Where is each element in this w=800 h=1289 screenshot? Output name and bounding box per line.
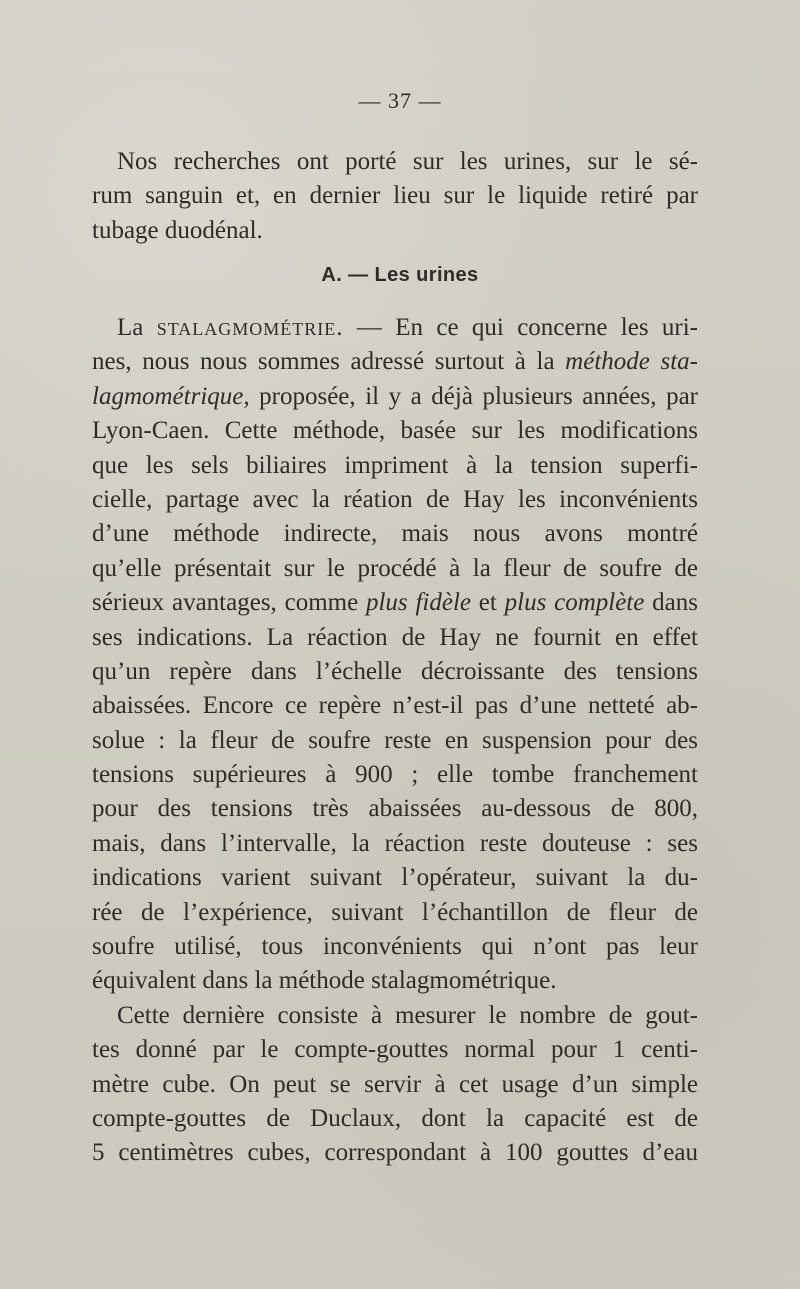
page-number: — 37 — (358, 88, 442, 113)
paragraph-2-line-2-italic: méthode sta- (565, 348, 698, 376)
paragraph-2-line-2-plain: nes, nous nous sommes adressé surtout à la (92, 348, 566, 376)
paragraph-1 (92, 145, 698, 248)
paragraph-1-line-3: tubage duodénal. (92, 216, 263, 244)
paragraph-3-line-4: compte-gouttes de Duclaux, dont la capacité est de (92, 1104, 698, 1132)
paragraph-3-line-1: Cette dernière consiste à mesurer le nombre de gout- (117, 1001, 698, 1029)
paragraph-2-line-15: pour des tensions très abaissées au-dessous de 800, (92, 795, 698, 823)
paragraph-3-line-3: mètre cube. On peut se servir à cet usage d’un simple (92, 1070, 698, 1098)
paragraph-2-line-16: mais, dans l’intervalle, la réaction reste douteuse : ses (92, 829, 698, 857)
paragraph-2-line-9-italic-1: plus fidèle (365, 589, 471, 617)
paragraph-2-line-13: solue : la fleur de soufre reste en suspension pour des (92, 726, 698, 754)
paragraph-2-line-2 (92, 345, 698, 379)
paragraph-2-line-20: équivalent dans la méthode stalagmométrique. (92, 967, 557, 995)
paragraph-2-line-10: ses indications. La réaction de Hay ne fournit en effet (92, 623, 698, 651)
paragraph-3-line-5: 5 centimètres cubes, correspondant à 100 gouttes d’eau (92, 1139, 698, 1167)
paragraph-1-line-1: Nos recherches ont porté sur les urines, sur le sé- (117, 148, 698, 175)
paragraph-2-line-8: qu’elle présentait sur le procédé à la fleur de soufre de (92, 554, 698, 582)
paragraph-1-line-2: rum sanguin et, en dernier lieu sur le liquide retiré par (92, 182, 698, 210)
paragraph-2-line-9-mid: et (471, 589, 505, 617)
paragraph-2-line-1 (92, 311, 698, 345)
paragraph-2-line-9-end: dans (644, 589, 698, 617)
paragraph-2-line-3-italic: lagmométrique, (92, 382, 250, 410)
section-heading: A. — Les urines (321, 264, 479, 286)
paragraph-2-line-3 (92, 380, 698, 414)
paragraph-2-line-1-lead: La (117, 314, 144, 341)
paragraph-2-line-14: tensions supérieures à 900 ; elle tombe franchement (92, 761, 698, 789)
paragraph-2-line-19: soufre utilisé, tous inconvénients qui n’ont pas leur (92, 933, 698, 961)
paragraph-2-line-9-start: sérieux avantages, comme (92, 589, 366, 617)
paragraph-2-line-18: rée de l’expérience, suivant l’échantillon de fleur de (92, 898, 698, 926)
paragraph-2-line-1-smallcaps: stalagmométrie. (156, 314, 344, 341)
paragraph-2-line-9-italic-2: plus complète (504, 589, 645, 617)
paragraph-2-line-4: Lyon-Caen. Cette méthode, basée sur les modifications (92, 417, 698, 445)
paragraph-2-line-6: cielle, partage avec la réation de Hay les inconvénients (92, 485, 698, 513)
paragraph-2-line-3-rest: proposée, il y a déjà plusieurs années, par (249, 382, 698, 410)
paragraph-2 (92, 311, 698, 1171)
paragraph-2-line-17: indications varient suivant l’opérateur, suivant la du- (92, 864, 698, 892)
paragraph-2-line-11: qu’un repère dans l’échelle décroissante des tensions (92, 657, 698, 685)
paragraph-2-line-5: que les sels biliaires impriment à la tension superfi- (92, 451, 698, 479)
paragraph-2-line-12: abaissées. Encore ce repère n’est-il pas d’une netteté ab- (92, 692, 698, 720)
paragraph-3-line-2: tes donné par le compte-gouttes normal pour 1 centi- (92, 1036, 698, 1064)
paragraph-2-line-9 (92, 586, 698, 620)
paragraph-2-line-7: d’une méthode indirecte, mais nous avons montré (92, 520, 698, 548)
paragraph-2-line-1-rest: — En ce qui concerne les uri- (343, 314, 698, 341)
